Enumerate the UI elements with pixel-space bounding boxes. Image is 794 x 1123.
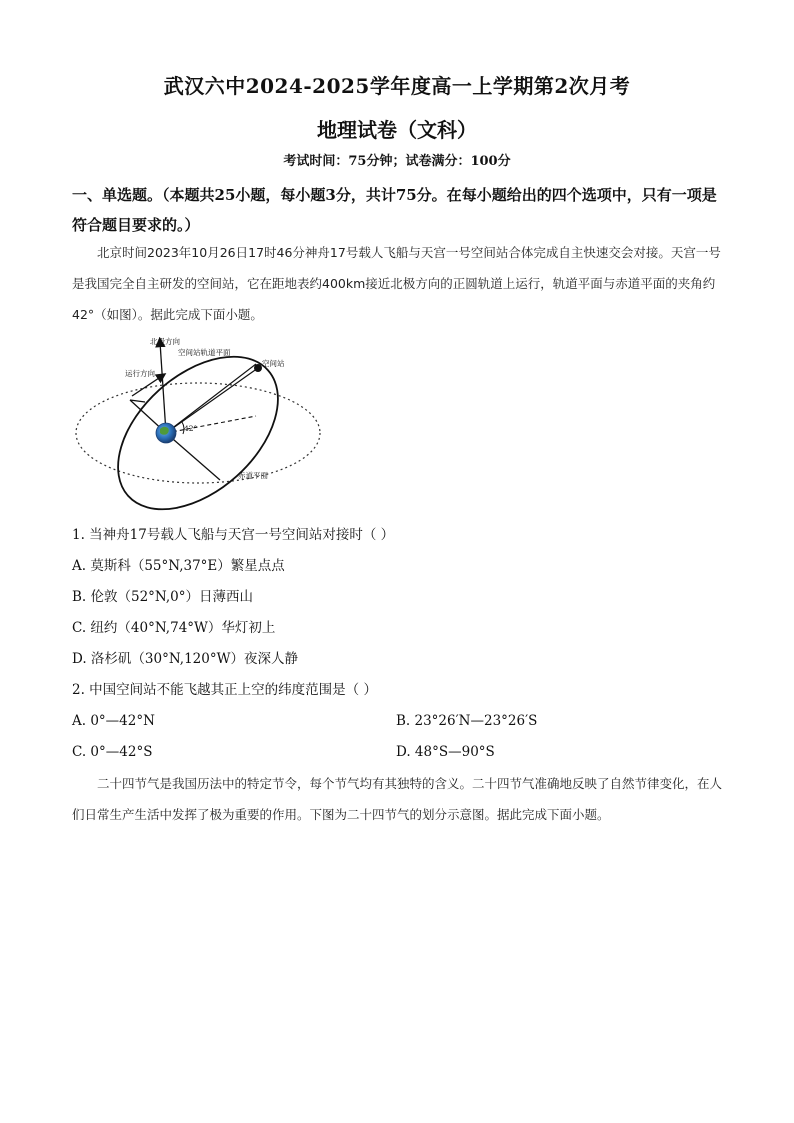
orbit-plane-label: 空间站轨道平面	[178, 348, 231, 357]
exam-subtitle: 地理试卷（文科）	[317, 118, 477, 142]
question-2-option-a[interactable]: A. 0°—42°N	[72, 713, 155, 729]
north-direction-label: 北极方向	[150, 337, 180, 346]
question-1-option-b[interactable]: B. 伦敦（52°N,0°）日薄西山	[72, 589, 254, 605]
orbit-diagram	[70, 330, 330, 520]
question-2-option-c[interactable]: C. 0°—42°S	[72, 744, 153, 760]
equator-radius-line	[166, 416, 256, 433]
question-1-stem: 1. 当神舟17号载人飞船与天宫一号空间站对接时（ ）	[72, 527, 395, 543]
station-label: 空间站	[262, 359, 285, 368]
question-1-option-c[interactable]: C. 纽约（40°N,74°W）华灯初上	[72, 620, 276, 636]
question-2-stem: 2. 中国空间站不能飞越其正上空的纬度范围是（ ）	[72, 682, 377, 698]
question-2-option-d[interactable]: D. 48°S—90°S	[396, 744, 495, 760]
exam-meta: 考试时间：75分钟；试卷满分：100分	[283, 154, 511, 169]
passage-2: 二十四节气是我国历法中的特定节令，每个节气均有其独特的含义。二十四节气准确地反映了自然节律变化，在人们日常生产生活中发挥了极为重要的作用。下图为二十四节气的划分示意图。据此完成下面小题。	[72, 776, 723, 822]
angle-label: 42°	[184, 424, 198, 433]
station-radius-line	[166, 368, 258, 433]
question-1-option-d[interactable]: D. 洛杉矶（30°N,120°W）夜深人静	[72, 651, 298, 667]
exam-title: 武汉六中2024-2025学年度高一上学期第2次月考	[163, 74, 631, 98]
equator-plane-label: 赤道平面	[238, 471, 268, 480]
passage-1: 北京时间2023年10月26日17时46分神舟17号载人飞船与天宫一号空间站合体完成自主快速交会对接。天宫一号是我国完全自主研发的空间站，它在距地表约400km接近北极方向的正圆轨道上运行，轨道平面与赤道平面的夹角约42°（如图）。据此完成下面小题。	[72, 245, 721, 322]
equator-plane-ellipse	[76, 383, 320, 483]
question-2-option-b[interactable]: B. 23°26′N—23°26′S	[396, 713, 538, 729]
direction-label: 运行方向	[125, 369, 155, 378]
section-heading: 一、单选题。（本题共25小题，每小题3分，共计75分。在每小题给出的四个选项中，只有一项是符合题目要求的。）	[72, 186, 717, 234]
direction-arrow	[132, 376, 162, 396]
radius-line-bottom	[166, 433, 220, 480]
question-1-option-a[interactable]: A. 莫斯科（55°N,37°E）繁星点点	[72, 558, 285, 574]
space-station-icon	[254, 364, 262, 372]
